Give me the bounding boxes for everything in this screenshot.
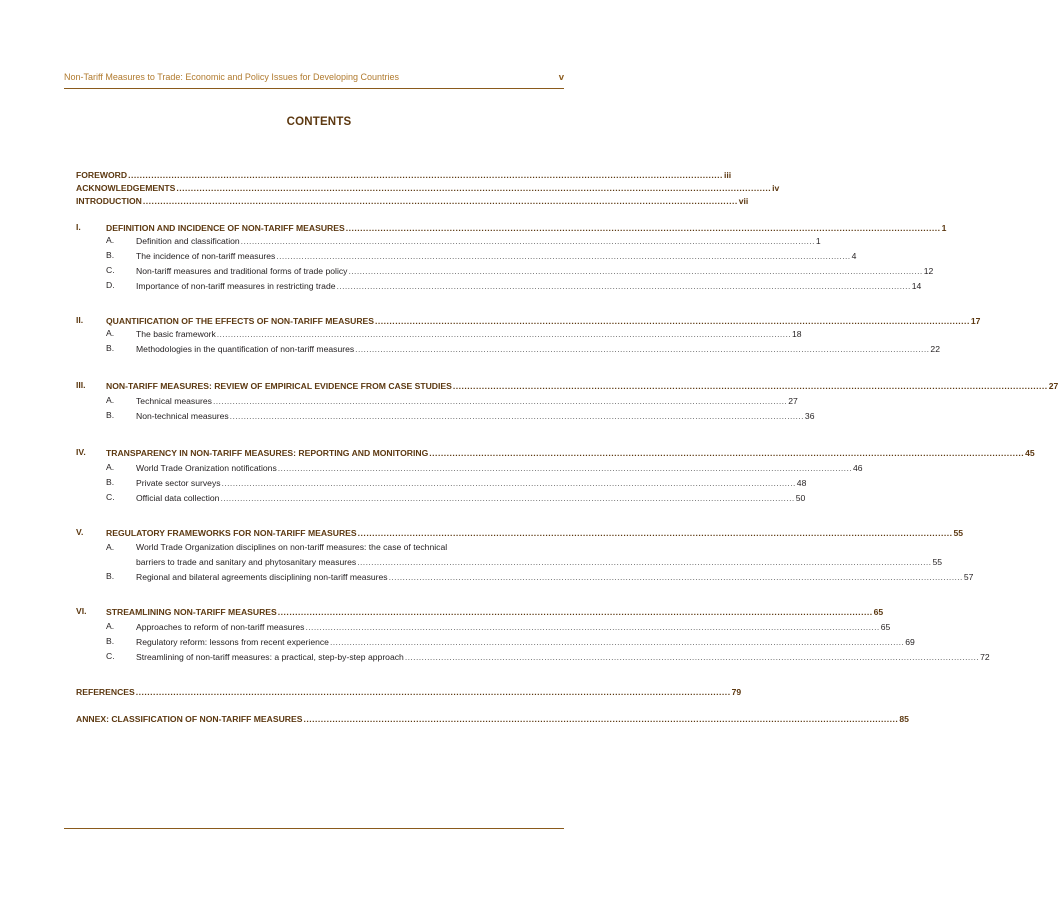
section-number: I. bbox=[76, 222, 81, 232]
toc-subsection[interactable] bbox=[136, 490, 806, 504]
toc-subsection-page: 46 bbox=[853, 463, 863, 473]
toc-section-5[interactable] bbox=[106, 525, 964, 539]
dot-leader: .............................................................................................................................................................................................................. bbox=[142, 196, 738, 206]
section-number: III. bbox=[76, 380, 86, 390]
subsection-letter: B. bbox=[106, 636, 115, 646]
toc-subsection[interactable] bbox=[136, 569, 974, 583]
toc-entry-label: ACKNOWLEDGEMENTS bbox=[76, 183, 176, 193]
toc-subsection[interactable] bbox=[136, 619, 891, 633]
toc-subsection-page: 69 bbox=[905, 637, 915, 647]
toc-subsection[interactable] bbox=[136, 233, 821, 247]
toc-subsection-page: 65 bbox=[880, 622, 891, 632]
running-header-title: Non-Tariff Measures to Trade: Economic and Policy Issues for Developing Countries bbox=[64, 72, 399, 82]
toc-subsection-title: Approaches to reform of non-tariff measures bbox=[136, 622, 305, 632]
toc-section-title: STREAMLINING NON-TARIFF MEASURES bbox=[106, 607, 277, 617]
toc-subsection[interactable] bbox=[136, 393, 798, 407]
toc-subsection-page: 12 bbox=[923, 266, 934, 276]
subsection-letter: B. bbox=[106, 477, 115, 487]
toc-subsection-page: 36 bbox=[804, 411, 815, 421]
toc-subsection-title: Regulatory reform: lessons from recent experience bbox=[136, 637, 329, 647]
dot-leader: .............................................................................................................................................................................................................. bbox=[329, 637, 905, 647]
subsection-letter: A. bbox=[106, 462, 115, 472]
footer-rule bbox=[64, 828, 564, 829]
toc-subsection[interactable] bbox=[136, 460, 863, 474]
toc-subsection[interactable] bbox=[136, 475, 807, 489]
dot-leader: .............................................................................................................................................................................................................. bbox=[135, 687, 731, 697]
toc-section-page: 45 bbox=[1025, 448, 1035, 458]
dot-leader: .............................................................................................................................................................................................................. bbox=[220, 493, 795, 503]
dot-leader: .............................................................................................................................................................................................................. bbox=[357, 557, 932, 567]
dot-leader: .............................................................................................................................................................................................................. bbox=[229, 411, 804, 421]
toc-subsection-page: 18 bbox=[792, 329, 802, 339]
toc-entry-introduction[interactable] bbox=[76, 193, 749, 207]
subsection-letter: A. bbox=[106, 328, 115, 338]
toc-subsection-page: 48 bbox=[796, 478, 807, 488]
toc-entry-page: 85 bbox=[899, 714, 909, 724]
subsection-letter: C. bbox=[106, 492, 115, 502]
toc-subsection-title: Non-technical measures bbox=[136, 411, 229, 421]
toc-section-title: DEFINITION AND INCIDENCE OF NON-TARIFF MEASURES bbox=[106, 223, 345, 233]
dot-leader: .............................................................................................................................................................................................................. bbox=[221, 478, 796, 488]
toc-subsection-page: 22 bbox=[930, 344, 940, 354]
subsection-letter: A. bbox=[106, 621, 115, 631]
dot-leader: .............................................................................................................................................................................................................. bbox=[452, 381, 1048, 391]
toc-section-page: 65 bbox=[873, 607, 884, 617]
toc-section-4[interactable] bbox=[106, 445, 1035, 459]
dot-leader: .............................................................................................................................................................................................................. bbox=[176, 183, 772, 193]
toc-subsection-page: 1 bbox=[815, 236, 821, 246]
toc-subsection-title: Streamlining of non-tariff measures: a practical, step-by-step approach bbox=[136, 652, 404, 662]
toc-subsection-page: 50 bbox=[795, 493, 806, 503]
toc-section-1[interactable] bbox=[106, 220, 947, 234]
dot-leader: .............................................................................................................................................................................................................. bbox=[348, 266, 923, 276]
toc-subsection[interactable] bbox=[136, 278, 922, 292]
subsection-letter: C. bbox=[106, 651, 115, 661]
toc-subsection[interactable] bbox=[136, 248, 857, 262]
toc-subsection-title: Technical measures bbox=[136, 396, 212, 406]
toc-section-title: QUANTIFICATION OF THE EFFECTS OF NON-TARIFF MEASURES bbox=[106, 316, 374, 326]
toc-section-page: 27 bbox=[1048, 381, 1058, 391]
toc-section-2[interactable] bbox=[106, 313, 981, 327]
toc-subsection[interactable] bbox=[136, 649, 990, 663]
dot-leader: .............................................................................................................................................................................................................. bbox=[404, 652, 980, 662]
subsection-letter: A. bbox=[106, 542, 115, 552]
toc-subsection[interactable] bbox=[136, 554, 943, 568]
toc-subsection-page: 4 bbox=[851, 251, 857, 261]
dot-leader: .............................................................................................................................................................................................................. bbox=[336, 281, 911, 291]
subsection-letter: D. bbox=[106, 280, 115, 290]
toc-section-title: REGULATORY FRAMEWORKS FOR NON-TARIFF MEASURES bbox=[106, 528, 357, 538]
running-header-page-number: v bbox=[558, 72, 564, 83]
toc-subsection-title: Regional and bilateral agreements disciplining non-tariff measures bbox=[136, 572, 388, 582]
toc-subsection-page: 55 bbox=[932, 557, 943, 567]
section-number: V. bbox=[76, 527, 84, 537]
toc-section-3[interactable] bbox=[106, 378, 1058, 392]
toc-entry-page: 79 bbox=[731, 687, 742, 697]
toc-subsection-page: 27 bbox=[788, 396, 798, 406]
dot-leader: .............................................................................................................................................................................................................. bbox=[355, 344, 930, 354]
subsection-letter: B. bbox=[106, 571, 115, 581]
toc-section-title: TRANSPARENCY IN NON-TARIFF MEASURES: REPORTING AND MONITORING bbox=[106, 448, 429, 458]
toc-entry-label: INTRODUCTION bbox=[76, 196, 142, 206]
toc-entry-page: iii bbox=[723, 170, 732, 180]
dot-leader: .............................................................................................................................................................................................................. bbox=[357, 528, 953, 538]
dot-leader: .............................................................................................................................................................................................................. bbox=[276, 251, 851, 261]
toc-subsection-title: Non-tariff measures and traditional forms of trade policy bbox=[136, 266, 348, 276]
toc-subsection[interactable] bbox=[136, 634, 915, 648]
toc-section-6[interactable] bbox=[106, 604, 884, 618]
toc-section-page: 55 bbox=[953, 528, 964, 538]
dot-leader: .............................................................................................................................................................................................................. bbox=[240, 236, 815, 246]
toc-entry-label: ANNEX: CLASSIFICATION OF NON-TARIFF MEASURES bbox=[76, 714, 303, 724]
toc-subsection-title: Official data collection bbox=[136, 493, 220, 503]
toc-subsection-title: Definition and classification bbox=[136, 236, 240, 246]
section-number: II. bbox=[76, 315, 84, 325]
toc-subsection-title: The incidence of non-tariff measures bbox=[136, 251, 276, 261]
toc-subsection[interactable] bbox=[136, 408, 815, 422]
section-number: VI. bbox=[76, 606, 87, 616]
toc-entry-annex[interactable] bbox=[76, 711, 909, 725]
toc-subsection-title: The basic framework bbox=[136, 329, 216, 339]
toc-subsection-page: 72 bbox=[980, 652, 990, 662]
toc-subsection-title: Methodologies in the quantification of non-tariff measures bbox=[136, 344, 355, 354]
subsection-letter: A. bbox=[106, 235, 115, 245]
contents-heading: CONTENTS bbox=[286, 116, 352, 128]
toc-subsection-title: World Trade Oranization notifications bbox=[136, 463, 277, 473]
toc-section-page: 1 bbox=[941, 223, 947, 233]
dot-leader: .............................................................................................................................................................................................................. bbox=[305, 622, 880, 632]
toc-subsection-page: 57 bbox=[963, 572, 974, 582]
toc-entry-page: vii bbox=[738, 196, 749, 206]
dot-leader: .............................................................................................................................................................................................................. bbox=[303, 714, 899, 724]
subsection-letter: B. bbox=[106, 410, 115, 420]
toc-section-page: 17 bbox=[970, 316, 981, 326]
dot-leader: .............................................................................................................................................................................................................. bbox=[277, 607, 873, 617]
dot-leader: .............................................................................................................................................................................................................. bbox=[345, 223, 941, 233]
section-number: IV. bbox=[76, 447, 86, 457]
toc-subsection-title: Private sector surveys bbox=[136, 478, 221, 488]
subsection-letter: C. bbox=[106, 265, 115, 275]
toc-entry-foreword[interactable] bbox=[76, 167, 732, 181]
dot-leader: .............................................................................................................................................................................................................. bbox=[429, 448, 1025, 458]
toc-subsection[interactable] bbox=[136, 326, 802, 340]
subsection-letter: B. bbox=[106, 343, 115, 353]
toc-entry-label: REFERENCES bbox=[76, 687, 135, 697]
toc-entry-label: FOREWORD bbox=[76, 170, 128, 180]
toc-entry-page: iv bbox=[772, 183, 780, 193]
dot-leader: .............................................................................................................................................................................................................. bbox=[128, 170, 723, 180]
running-header bbox=[64, 70, 564, 89]
dot-leader: .............................................................................................................................................................................................................. bbox=[388, 572, 963, 582]
dot-leader: .............................................................................................................................................................................................................. bbox=[374, 316, 970, 326]
toc-subsection-page: 14 bbox=[911, 281, 922, 291]
toc-subsection-title: Importance of non-tariff measures in restricting trade bbox=[136, 281, 336, 291]
dot-leader: .............................................................................................................................................................................................................. bbox=[216, 329, 792, 339]
subsection-letter: B. bbox=[106, 250, 115, 260]
subsection-letter: A. bbox=[106, 395, 115, 405]
dot-leader: .............................................................................................................................................................................................................. bbox=[212, 396, 788, 406]
toc-section-title: NON-TARIFF MEASURES: REVIEW OF EMPIRICAL EVIDENCE FROM CASE STUDIES bbox=[106, 381, 452, 391]
toc-subsection[interactable] bbox=[136, 341, 940, 355]
dot-leader: .............................................................................................................................................................................................................. bbox=[277, 463, 853, 473]
toc-entry-references[interactable] bbox=[76, 684, 742, 698]
toc-subsection-title: barriers to trade and sanitary and phytosanitary measures bbox=[136, 557, 357, 567]
toc-entry-acknowledgements[interactable] bbox=[76, 180, 780, 194]
toc-subsection-title-line1[interactable]: World Trade Organization disciplines on non-tariff measures: the case of technical bbox=[136, 542, 448, 552]
toc-subsection[interactable] bbox=[136, 263, 934, 277]
